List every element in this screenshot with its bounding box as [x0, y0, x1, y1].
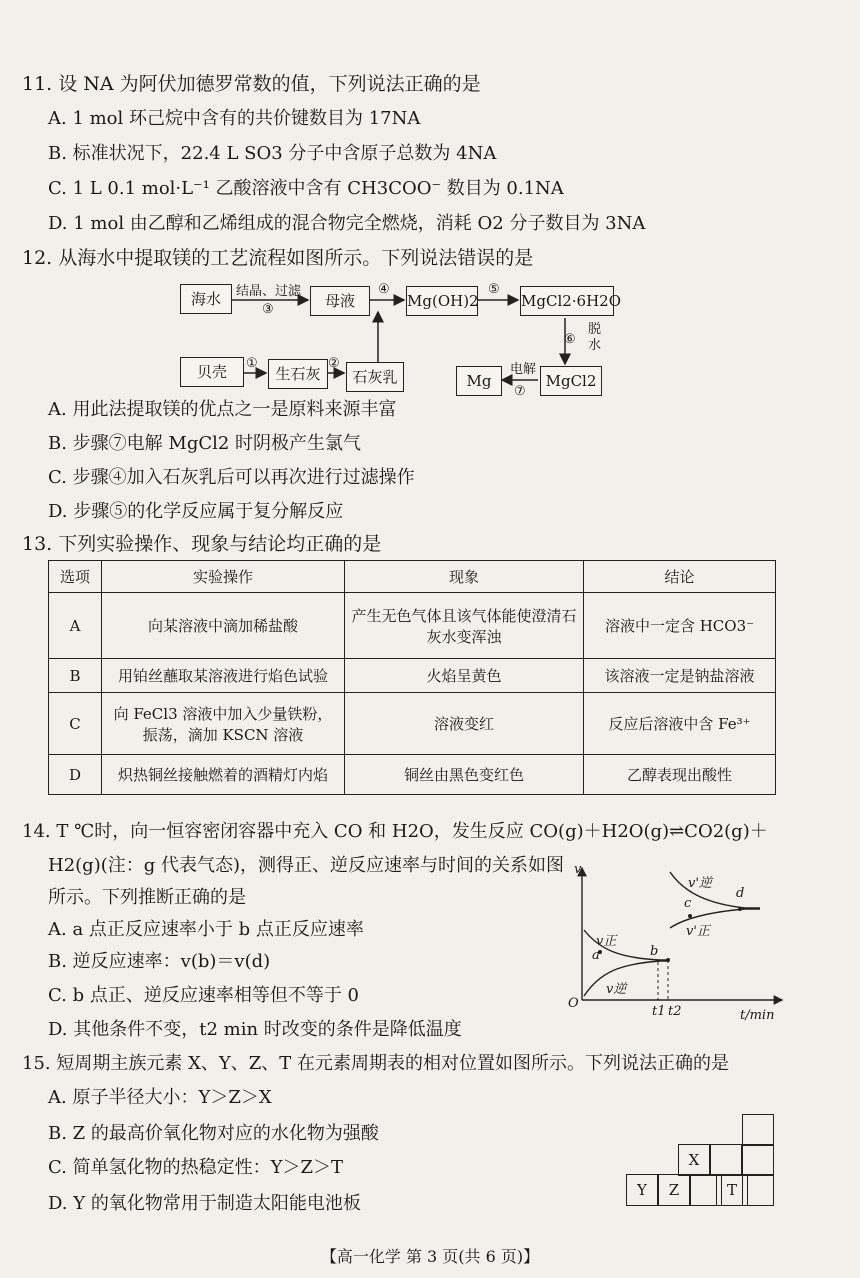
- graph-point-d: d: [736, 886, 745, 901]
- q12-option-c: C. 步骤④加入石灰乳后可以再次进行过滤操作: [48, 467, 415, 488]
- table-cell: 用铂丝蘸取某溶液进行焰色试验: [102, 659, 345, 693]
- table-header-row: [49, 561, 776, 593]
- mgcl2-hydrate-box: MgCl2·6H2O: [520, 286, 614, 316]
- q11-option-c: C. 1 L 0.1 mol·L⁻¹ 乙酸溶液中含有 CH3COO⁻ 数目为 0.1NA: [48, 178, 564, 199]
- table-header-cell: 选项: [49, 561, 102, 593]
- step3-num: ③: [262, 302, 274, 317]
- q14-stem-line2: H2(g)(注：g 代表气态)，测得正、逆反应速率与时间的关系如图: [48, 855, 565, 876]
- table-cell-z: Z: [658, 1174, 690, 1206]
- table-cell-y: Y: [626, 1174, 658, 1206]
- q14-option-a: A. a 点正反应速率小于 b 点正反应速率: [48, 919, 364, 940]
- q14-option-d: D. 其他条件不变，t2 min 时改变的条件是降低温度: [48, 1019, 462, 1040]
- table-cell-empty: [742, 1144, 774, 1176]
- table-cell: 乙醇表现出酸性: [584, 755, 776, 795]
- graph-t1: t1: [652, 1004, 666, 1019]
- table-cell: C: [49, 693, 102, 755]
- shell-box: 贝壳: [180, 357, 244, 387]
- table-cell: B: [49, 659, 102, 693]
- step7-label: 电解: [510, 362, 537, 377]
- q15-stem: 15. 短周期主族元素 X、Y、Z、T 在元素周期表的相对位置如图所示。下列说法正确的是: [22, 1053, 729, 1074]
- step6-num: ⑥: [564, 332, 576, 347]
- table-cell-x: X: [678, 1144, 710, 1176]
- graph-point-b: b: [650, 944, 659, 959]
- q12-option-a: A. 用此法提取镁的优点之一是原料来源丰富: [48, 399, 397, 420]
- table-row: [49, 755, 776, 795]
- table-cell: 火焰呈黄色: [345, 659, 584, 693]
- step1-num: ①: [246, 356, 258, 371]
- q14-stem-line3: 所示。下列推断正确的是: [48, 887, 246, 908]
- graph-t2: t2: [668, 1004, 682, 1019]
- mother-liquor-box: 母液: [310, 286, 370, 316]
- seawater-box: 海水: [180, 284, 232, 314]
- q14-stem-line1: 14. T ℃时，向一恒容密闭容器中充入 CO 和 H2O，发生反应 CO(g)＋H2O(g)⇌CO2(g)＋: [22, 821, 768, 842]
- table-cell: 向 FeCl3 溶液中加入少量铁粉，振荡，滴加 KSCN 溶液: [102, 693, 345, 755]
- table-header-cell: 现象: [345, 561, 584, 593]
- q15-option-b: B. Z 的最高价氧化物对应的水化物为强酸: [48, 1123, 379, 1144]
- q13-stem: 13. 下列实验操作、现象与结论均正确的是: [22, 533, 382, 555]
- table-cell-empty: [710, 1144, 742, 1176]
- graph-v-forward: v正: [596, 934, 617, 949]
- q15-option-a: A. 原子半径大小：Y＞Z＞X: [48, 1087, 272, 1108]
- table-row: [49, 593, 776, 659]
- graph-y-axis: v: [574, 862, 582, 877]
- q15-option-d: D. Y 的氧化物常用于制造太阳能电池板: [48, 1193, 361, 1214]
- q14-option-b: B. 逆反应速率：v(b)＝v(d): [48, 951, 271, 972]
- limemilk-box: 石灰乳: [346, 362, 404, 392]
- step4-num: ④: [378, 282, 390, 297]
- q12-option-b: B. 步骤⑦电解 MgCl2 时阴极产生氯气: [48, 433, 362, 454]
- table-cell: 该溶液一定是钠盐溶液: [584, 659, 776, 693]
- table-cell-empty: [742, 1114, 774, 1146]
- mg-box: Mg: [456, 366, 502, 396]
- step3-label: 结晶、过滤: [236, 284, 302, 299]
- q15-option-c: C. 简单氢化物的热稳定性：Y＞Z＞T: [48, 1157, 343, 1178]
- graph-origin: O: [568, 996, 579, 1011]
- q11-option-a: A. 1 mol 环己烷中含有的共价键数目为 17NA: [48, 108, 421, 129]
- table-cell-t: T: [716, 1174, 748, 1206]
- table-cell: 反应后溶液中含 Fe³⁺: [584, 693, 776, 755]
- step5-num: ⑤: [488, 282, 500, 297]
- table-header-cell: 实验操作: [102, 561, 345, 593]
- graph-v-reverse-prime: v'逆: [688, 876, 712, 891]
- table-cell-empty: [742, 1174, 774, 1206]
- page-footer: 【高一化学 第 3 页(共 6 页)】: [320, 1247, 540, 1266]
- table-row: [49, 659, 776, 693]
- step2-num: ②: [328, 356, 340, 371]
- graph-point-c: c: [684, 896, 692, 911]
- table-cell: 向某溶液中滴加稀盐酸: [102, 593, 345, 659]
- step6-label: 脱水: [588, 322, 602, 353]
- q11-stem: 11. 设 NA 为阿伏加德罗常数的值，下列说法正确的是: [22, 73, 481, 95]
- table-cell: 溶液中一定含 HCO3⁻: [584, 593, 776, 659]
- table-cell: 铜丝由黑色变红色: [345, 755, 584, 795]
- q13-experiment-table: [48, 560, 776, 795]
- graph-point-a: a: [592, 948, 600, 963]
- table-cell: D: [49, 755, 102, 795]
- table-cell: 炽热铜丝接触燃着的酒精灯内焰: [102, 755, 345, 795]
- q14-option-c: C. b 点正、逆反应速率相等但不等于 0: [48, 985, 359, 1006]
- graph-v-forward-prime: v'正: [686, 924, 710, 939]
- table-header-cell: 结论: [584, 561, 776, 593]
- table-cell: 溶液变红: [345, 693, 584, 755]
- graph-x-axis: t/min: [740, 1008, 775, 1023]
- q12-stem: 12. 从海水中提取镁的工艺流程如图所示。下列说法错误的是: [22, 247, 534, 269]
- table-cell: A: [49, 593, 102, 659]
- step7-num: ⑦: [514, 384, 526, 399]
- table-row: [49, 693, 776, 755]
- q12-option-d: D. 步骤⑤的化学反应属于复分解反应: [48, 501, 344, 522]
- graph-v-reverse: v逆: [606, 982, 627, 997]
- flow-arrows: [0, 0, 860, 420]
- quicklime-box: 生石灰: [268, 359, 328, 389]
- q11-option-d: D. 1 mol 由乙醇和乙烯组成的混合物完全燃烧，消耗 O2 分子数目为 3NA: [48, 213, 646, 234]
- mgcl2-box: MgCl2: [540, 366, 602, 396]
- q11-option-b: B. 标准状况下，22.4 L SO3 分子中含原子总数为 4NA: [48, 143, 497, 164]
- mgoh2-box: Mg(OH)2: [406, 286, 478, 316]
- table-cell: 产生无色气体且该气体能使澄清石灰水变浑浊: [345, 593, 584, 659]
